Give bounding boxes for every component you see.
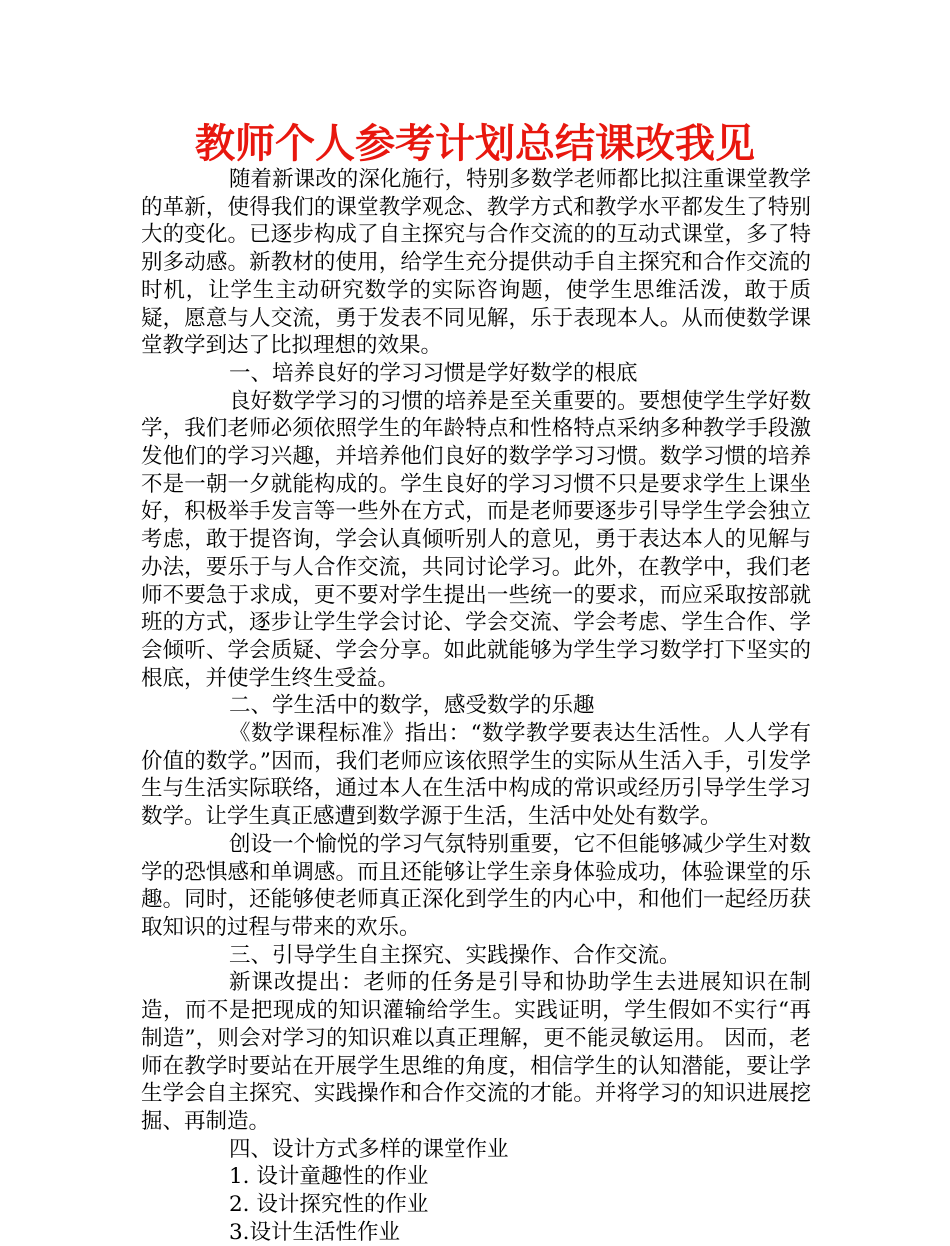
section-heading-2: 二、学生活中的数学，感受数学的乐趣 xyxy=(229,693,595,719)
paragraph-atmosphere: 创设一个愉悦的学习气氛特别重要，它不但能够减少学生对数学的恐惧感和单调感。而且还能够让学生亲身体验成功，体验课堂的乐趣。同时，还能够使老师真正深化到学生的内心中，和他们一起经历获取知识的过程与带来的欢乐。 xyxy=(141,831,811,940)
section-heading-1: 一、培养良好的学习习惯是学好数学的根底 xyxy=(229,360,638,386)
list-item-2: 2. 设计探究性的作业 xyxy=(229,1192,429,1218)
paragraph-intro: 随着新课改的深化施行，特别多数学老师都比拟注重课堂教学的革新，使得我们的课堂教学观念、教学方式和教学水平都发生了特别大的变化。已逐步构成了自主探究与合作交流的的互动式课堂，多了特别多动感。新教材的使用，给学生充分提供动手自主探究和合作交流的时机，让学生主动研究数学的实际咨询题，使学生思维活泼，敢于质疑，愿意与人交流，勇于发表不同见解，乐于表现本人。从而使数学课堂教学到达了比拟理想的效果。 xyxy=(141,167,811,359)
document-body xyxy=(141,166,811,1246)
document-title: 教师个人参考计划总结课改我见 xyxy=(195,121,755,167)
section-heading-3: 三、引导学生自主探究、实践操作、合作交流。 xyxy=(229,942,681,968)
paragraph-exploration: 新课改提出：老师的任务是引导和协助学生去进展知识在制造，而不是把现成的知识灌输给学生。实践证明，学生假如不实行“再制造”，则会对学习的知识难以真正理解，更不能灵敏运用。 因而，老师在教学时要站在开展学生思维的角度，相信学生的认知潜能，要让学生学会自主探究、实践操作和合作交流的才能。并将学习的知识进展挖掘、再制造。 xyxy=(141,970,811,1134)
paragraph-curriculum: 《数学课程标准》指出：“数学教学要表达生活性。人人学有价值的数学。”因而，我们老师应该依照学生的实际从生活入手，引发学生与生活实际联络，通过本人在生活中构成的常识或经历引导学生学习数学。让学生真正感遭到数学源于生活，生活中处处有数学。 xyxy=(141,721,811,830)
list-item-1: 1. 设计童趣性的作业 xyxy=(229,1164,429,1190)
paragraph-habits: 良好数学学习的习惯的培养是至关重要的。要想使学生学好数学，我们老师必须依照学生的年龄特点和性格特点采纳多种教学手段激发他们的学习兴趣，并培养他们良好的数学学习习惯。数学习惯的培养不是一朝一夕就能构成的。学生良好的学习习惯不只是要求学生上课坐好，积极举手发言等一些外在方式，而是老师要逐步引导学生学会独立考虑，敢于提咨询，学会认真倾听别人的意见，勇于表达本人的见解与办法，要乐于与人合作交流，共同讨论学习。此外，在教学中，我们老师不要急于求成，更不要对学生提出一些统一的要求，而应采取按部就班的方式，逐步让学生学会讨论、学会交流、学会考虑、学生合作、学会倾听、学会质疑、学会分享。如此就能够为学生学习数学打下坚实的根底，并使学生终生受益。 xyxy=(141,388,811,691)
section-heading-4: 四、设计方式多样的课堂作业 xyxy=(229,1136,509,1162)
list-item-3: 3.设计生活性作业 xyxy=(229,1219,401,1245)
